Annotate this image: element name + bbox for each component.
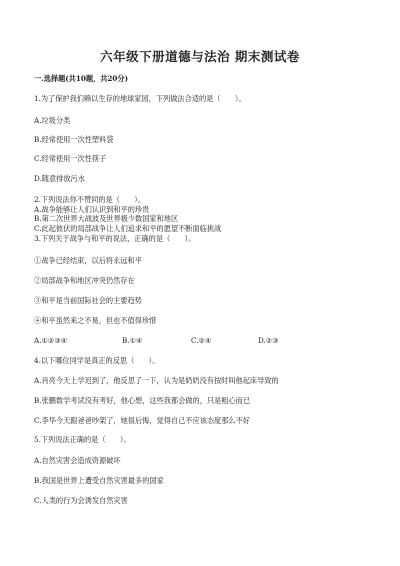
- question-3-statement-4: ④和平虽然来之不易，但也不值得珍惜: [34, 316, 157, 325]
- question-2-option-b: B.第二次世界大战波及世界极少数国家和地区: [34, 214, 179, 223]
- question-1-stem: 1.为了保护我们赖以生存的地球家园，下列做法合适的是（ ）。: [34, 94, 246, 103]
- question-3-statement-1: ①战争已经结束，以后将永远和平: [34, 256, 142, 265]
- question-3-statement-2: ②局部战争和地区冲突仍然存在: [34, 276, 135, 285]
- question-1-option-a: A.垃圾分类: [34, 116, 71, 125]
- question-4-stem: 4.以下哪位同学是真正的反思（ ）。: [34, 356, 160, 365]
- question-3-statement-3: ③和平是当前国际社会的主要趋势: [34, 296, 142, 305]
- question-1-option-b: B.经常使用一次性塑料袋: [34, 135, 114, 144]
- section-heading: 一.选择题(共10题，共20分): [34, 74, 128, 83]
- question-1-option-c: C.经常使用一次性筷子: [34, 154, 107, 163]
- question-5-option-a: A.自然灾害会造成资源破坏: [34, 456, 121, 465]
- question-3-choice-a: A.①②③④: [34, 336, 68, 345]
- question-1-option-d: D.随意排放污水: [34, 174, 85, 183]
- question-4-option-a: A.肖亮今天上学迟到了，他反思了一下，认为是奶奶没有按时叫他起床导致的: [34, 376, 279, 385]
- question-4-option-b: B.张鹏数学考试没有考好，他心想，这些我都会做的，只是粗心而已: [34, 396, 251, 405]
- question-3-stem: 3.下列关于战争与和平的说法，正确的是（ ）。: [34, 234, 196, 243]
- question-2-option-a: A.战争能够让人们认识到和平的珍贵: [34, 205, 150, 214]
- question-2-stem: 2.下列说法你不赞同的是（ ）。: [34, 195, 146, 204]
- question-3-choice-b: B.①④: [122, 336, 143, 345]
- exam-title: 六年级下册道德与法治 期末测试卷: [100, 49, 300, 64]
- question-4-option-c: C.李华今天跟爸爸吵架了，她很后悔，觉得自己不应该态度那么不好: [34, 416, 250, 425]
- question-2-option-c: C.此起彼伏的局部战争让人们追求和平的愿望不断面临挑战: [34, 224, 222, 233]
- question-3-choice-d: D.②③: [258, 336, 279, 345]
- question-5-option-b: B.我国是世界上遭受自然灾害最多的国家: [34, 476, 164, 485]
- question-5-stem: 5.下列说法正确的是（ ）。: [34, 435, 131, 444]
- question-5-option-c: C.人类的行为会诱发自然灾害: [34, 496, 128, 505]
- question-3-choice-c: C.②④: [191, 336, 212, 345]
